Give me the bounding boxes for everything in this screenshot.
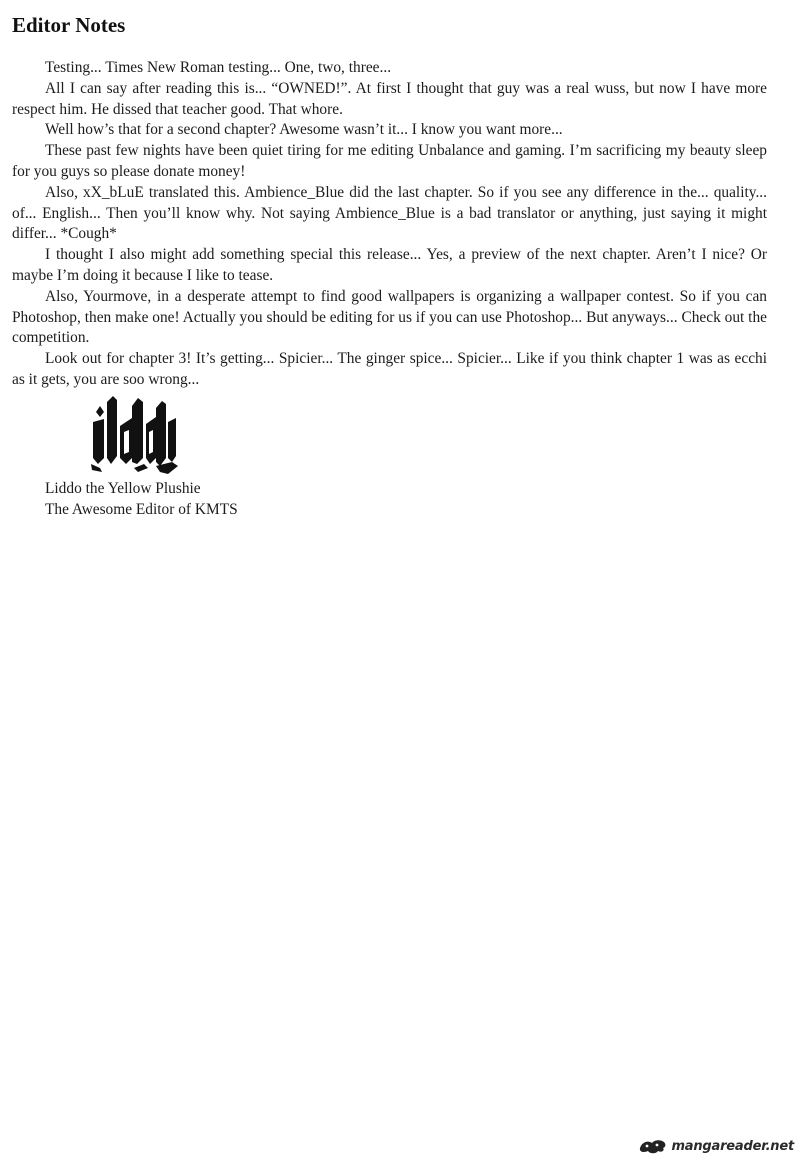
paragraph: I thought I also might add something special this release... Yes, a preview of the next chapter. Aren’t I nice? Or maybe I’m doing it because I like to tease. xyxy=(12,246,767,284)
paragraph: Well how’s that for a second chapter? Awesome wasn’t it... I know you want more... xyxy=(45,121,563,139)
watermark-text: mangareader.net xyxy=(671,1138,794,1154)
editor-notes-body xyxy=(12,58,767,391)
paragraph: Also, xX_bLuE translated this. Ambience_Blue did the last chapter. So if you see any difference in the... quality... of... English... Then you’ll know why. Not saying Ambience_Blue is a bad translator or anything, just saying it might differ... *Cough* xyxy=(12,183,767,243)
watermark xyxy=(638,1135,794,1157)
page-title: Editor Notes xyxy=(12,13,126,37)
signature-title: The Awesome Editor of KMTS xyxy=(45,500,238,518)
paragraph: Look out for chapter 3! It’s getting... Spicier... The ginger spice... Spicier... Like if you think chapter 1 was as ecchi as it gets, you are soo wrong... xyxy=(12,350,767,388)
paragraph: Testing... Times New Roman testing... One, two, three... xyxy=(45,59,392,76)
signature-name: Liddo the Yellow Plushie xyxy=(45,480,201,497)
signature-logo xyxy=(88,392,180,476)
paragraph: All I can say after reading this is... “OWNED!”. At first I thought that guy was a real wuss, but now I have more respect him. He dissed that teacher good. That whore. xyxy=(12,79,767,118)
paragraph: Also, Yourmove, in a desperate attempt to find good wallpapers is organizing a wallpaper contest. So if you can Photoshop, then make one! Actually you should be editing for us if you can use Photoshop... But anyways... Check out the competition. xyxy=(12,287,767,347)
signature-block xyxy=(45,479,238,521)
mangareader-logo-icon xyxy=(638,1136,668,1156)
paragraph: These past few nights have been quiet tiring for me editing Unbalance and gaming. I’m sacrificing my beauty sleep for you guys so please donate money! xyxy=(12,142,767,180)
